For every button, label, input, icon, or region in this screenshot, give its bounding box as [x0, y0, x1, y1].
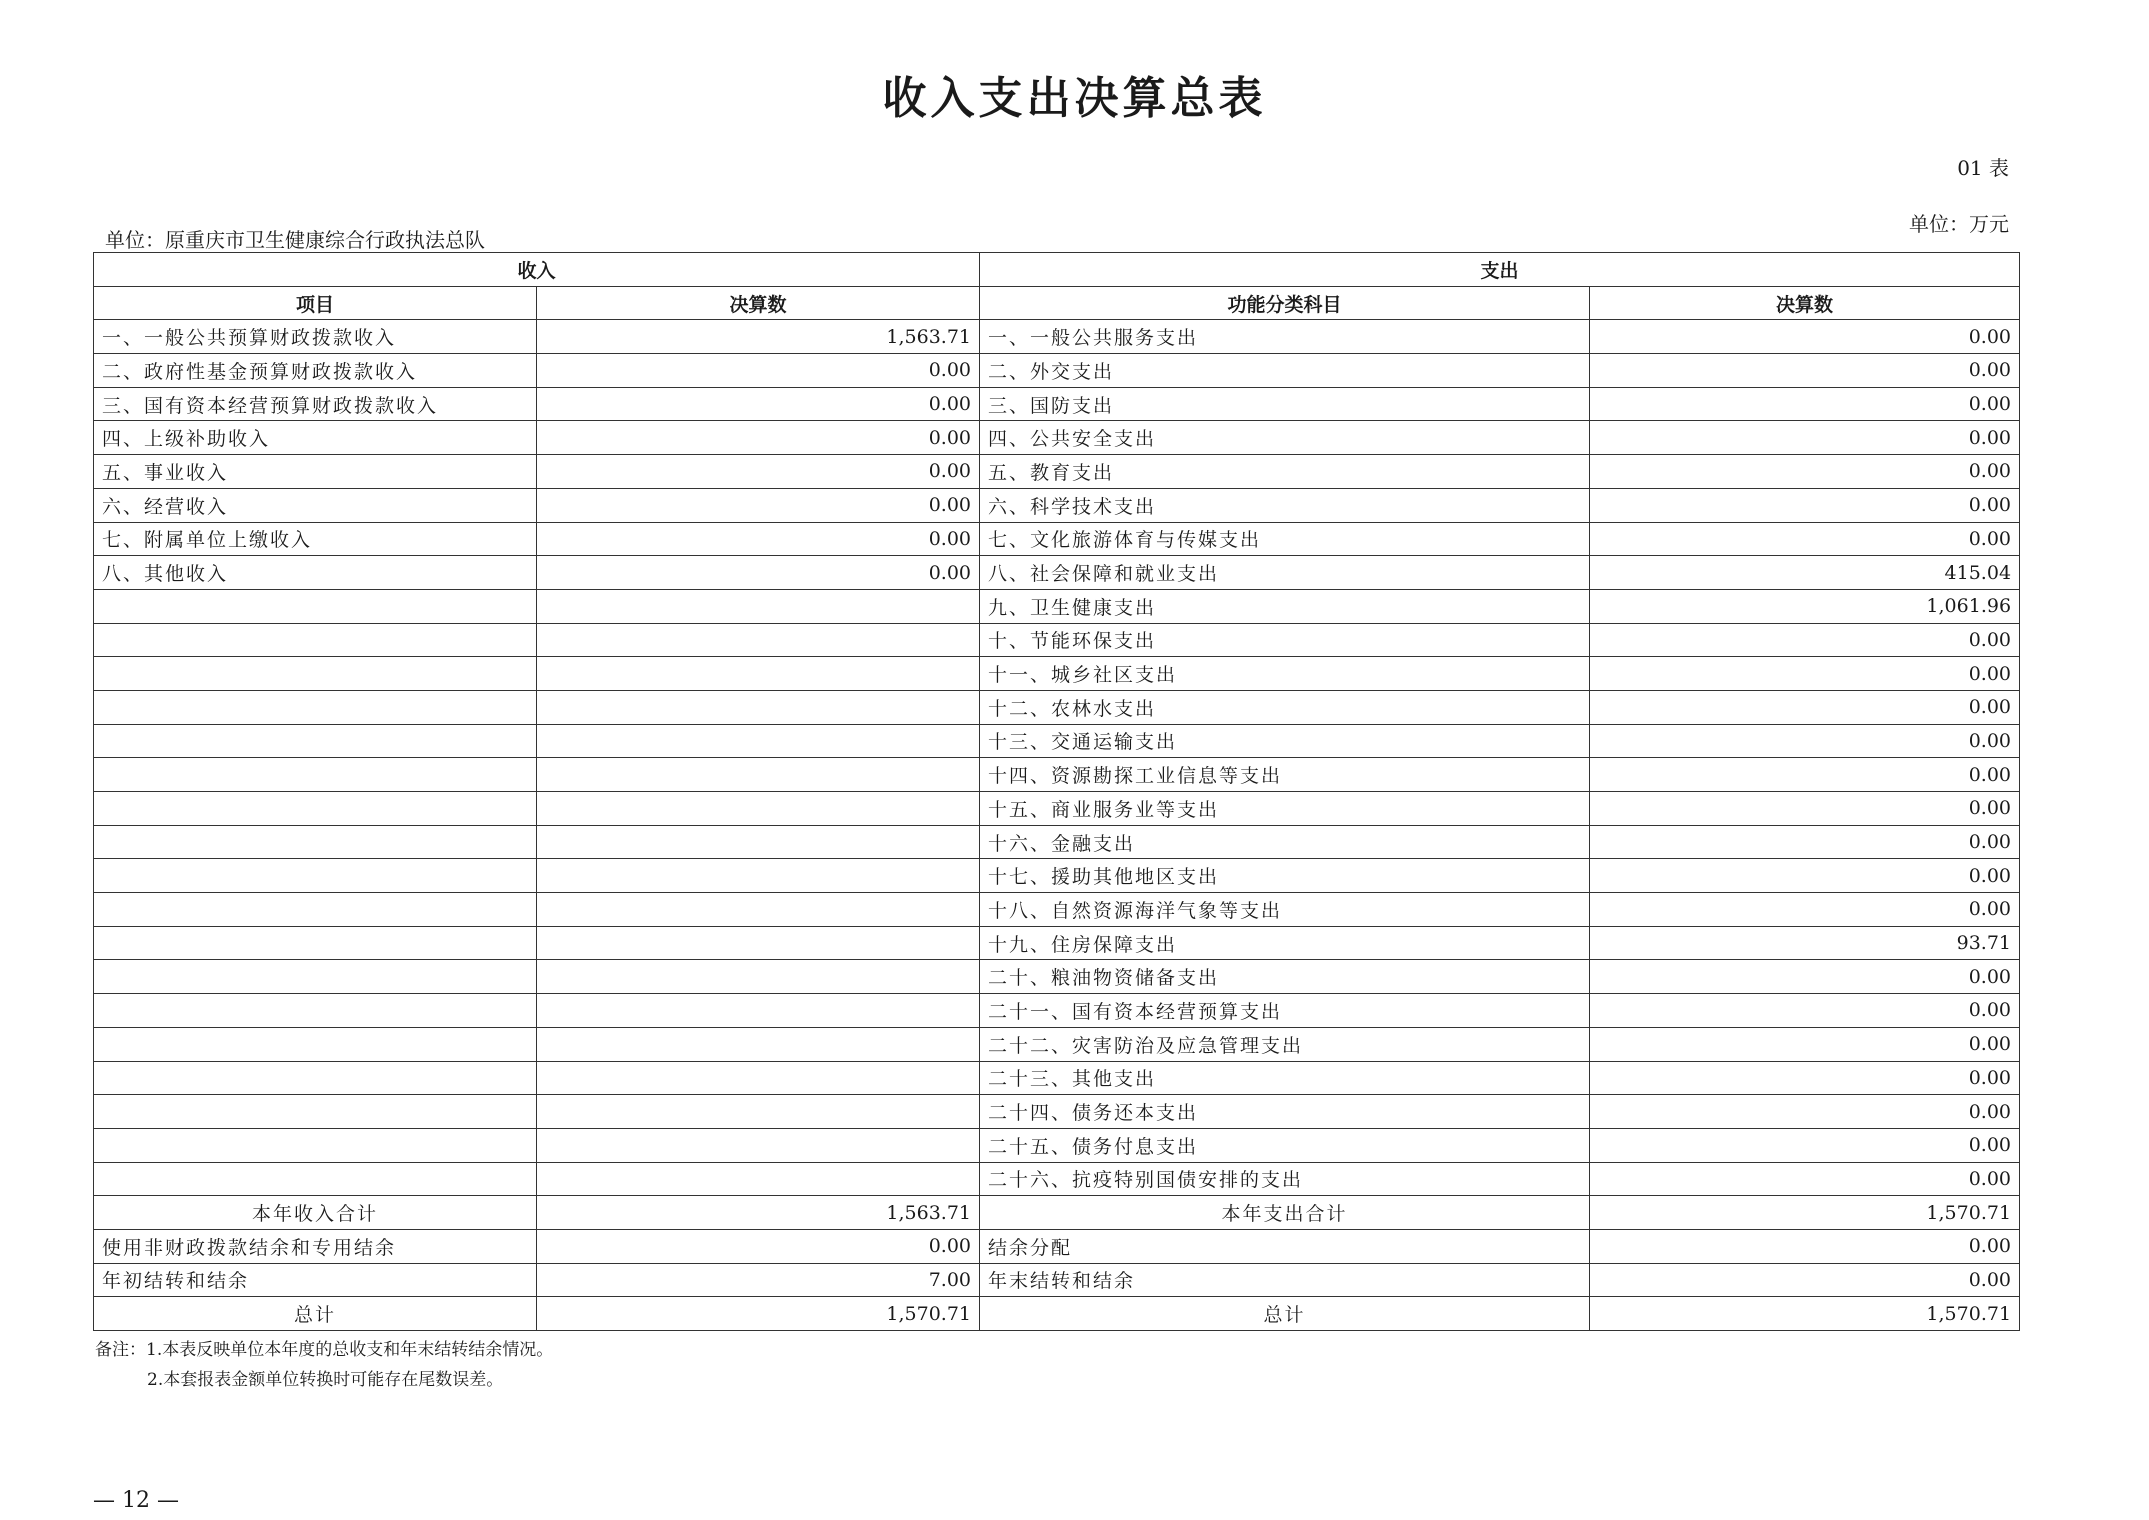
income-amount	[537, 994, 980, 1028]
expense-amount: 0.00	[1590, 1095, 2020, 1129]
income-item-label	[94, 758, 537, 792]
table-column-header	[94, 286, 2020, 320]
expense-amount: 0.00	[1590, 320, 2020, 354]
expense-item-label: 十五、商业服务业等支出	[980, 792, 1590, 826]
expense-item-label: 二十、粮油物资储备支出	[980, 960, 1590, 994]
table-row	[94, 1229, 2020, 1263]
income-item-label	[94, 1027, 537, 1061]
income-amount	[537, 893, 980, 927]
table-row	[94, 589, 2020, 623]
income-item-label	[94, 859, 537, 893]
expense-amount: 0.00	[1590, 522, 2020, 556]
expense-item-label: 结余分配	[980, 1229, 1590, 1263]
income-amount	[537, 1095, 980, 1129]
table-row	[94, 960, 2020, 994]
expense-amount: 0.00	[1590, 960, 2020, 994]
table-row	[94, 1162, 2020, 1196]
expense-item-label: 十六、金融支出	[980, 825, 1590, 859]
expense-item-label: 本年支出合计	[980, 1196, 1590, 1230]
income-item-label	[94, 690, 537, 724]
expense-amount: 0.00	[1590, 455, 2020, 489]
income-item-label	[94, 792, 537, 826]
income-amount: 1,563.71	[537, 1196, 980, 1230]
expense-item-label: 三、国防支出	[980, 387, 1590, 421]
table-row	[94, 690, 2020, 724]
expense-item-label: 十一、城乡社区支出	[980, 657, 1590, 691]
income-amount: 0.00	[537, 387, 980, 421]
expense-item-label: 十三、交通运输支出	[980, 724, 1590, 758]
income-item-label: 本年收入合计	[94, 1196, 537, 1230]
income-item-label	[94, 724, 537, 758]
expense-item-label: 一、一般公共服务支出	[980, 320, 1590, 354]
expense-item-label: 二十四、债务还本支出	[980, 1095, 1590, 1129]
expense-item-label: 六、科学技术支出	[980, 488, 1590, 522]
expense-amount-column-header: 决算数	[1590, 286, 2020, 320]
table-row	[94, 387, 2020, 421]
income-amount	[537, 859, 980, 893]
income-amount	[537, 960, 980, 994]
income-item-label: 七、附属单位上缴收入	[94, 522, 537, 556]
expense-amount: 0.00	[1590, 724, 2020, 758]
expense-amount: 0.00	[1590, 825, 2020, 859]
income-amount	[537, 926, 980, 960]
expense-amount: 0.00	[1590, 354, 2020, 388]
expense-amount: 0.00	[1590, 893, 2020, 927]
category-column-header: 功能分类科目	[980, 286, 1590, 320]
expense-amount: 0.00	[1590, 1162, 2020, 1196]
expense-item-label: 二十三、其他支出	[980, 1061, 1590, 1095]
income-item-label	[94, 589, 537, 623]
income-item-label	[94, 960, 537, 994]
expense-amount: 0.00	[1590, 792, 2020, 826]
table-body	[94, 320, 2020, 1331]
page-title: 收入支出决算总表	[882, 73, 1267, 124]
expense-amount: 0.00	[1590, 1061, 2020, 1095]
table-row	[94, 994, 2020, 1028]
table-row	[94, 825, 2020, 859]
income-amount	[537, 724, 980, 758]
income-amount-column-header: 决算数	[537, 286, 980, 320]
expense-amount: 1,061.96	[1590, 589, 2020, 623]
expense-item-label: 二十一、国有资本经营预算支出	[980, 994, 1590, 1028]
expense-item-label: 二十二、灾害防治及应急管理支出	[980, 1027, 1590, 1061]
income-amount: 0.00	[537, 488, 980, 522]
income-item-label	[94, 926, 537, 960]
table-row	[94, 893, 2020, 927]
income-amount	[537, 690, 980, 724]
table-row	[94, 421, 2020, 455]
income-item-label: 五、事业收入	[94, 455, 537, 489]
income-item-label	[94, 623, 537, 657]
table-row	[94, 1128, 2020, 1162]
item-column-header: 项目	[94, 286, 537, 320]
income-amount: 1,563.71	[537, 320, 980, 354]
expense-item-label: 八、社会保障和就业支出	[980, 556, 1590, 590]
income-amount: 0.00	[537, 522, 980, 556]
income-item-label: 一、一般公共预算财政拨款收入	[94, 320, 537, 354]
income-item-label: 二、政府性基金预算财政拨款收入	[94, 354, 537, 388]
expense-item-label: 九、卫生健康支出	[980, 589, 1590, 623]
table-row	[94, 320, 2020, 354]
expense-amount: 0.00	[1590, 859, 2020, 893]
expense-amount: 0.00	[1590, 657, 2020, 691]
income-amount	[537, 825, 980, 859]
expense-amount: 0.00	[1590, 1027, 2020, 1061]
expense-amount: 415.04	[1590, 556, 2020, 590]
income-item-label: 年初结转和结余	[94, 1263, 537, 1297]
income-amount	[537, 1027, 980, 1061]
table-row	[94, 455, 2020, 489]
income-item-label: 使用非财政拨款结余和专用结余	[94, 1229, 537, 1263]
expense-amount: 0.00	[1590, 758, 2020, 792]
footnotes	[95, 1335, 553, 1395]
table-row	[94, 1263, 2020, 1297]
expense-item-label: 十、节能环保支出	[980, 623, 1590, 657]
table-row	[94, 1095, 2020, 1129]
income-amount	[537, 1128, 980, 1162]
subtotal-row	[94, 1196, 2020, 1230]
form-number: 01 表	[1957, 156, 2009, 180]
income-amount	[537, 1162, 980, 1196]
expense-amount: 0.00	[1590, 387, 2020, 421]
expense-item-label: 五、教育支出	[980, 455, 1590, 489]
expense-amount: 0.00	[1590, 1128, 2020, 1162]
income-amount	[537, 792, 980, 826]
table-row	[94, 792, 2020, 826]
income-amount	[537, 758, 980, 792]
expense-amount: 93.71	[1590, 926, 2020, 960]
income-item-label: 六、经营收入	[94, 488, 537, 522]
income-item-label: 总计	[94, 1297, 537, 1331]
expense-amount: 0.00	[1590, 1229, 2020, 1263]
expense-item-label: 十八、自然资源海洋气象等支出	[980, 893, 1590, 927]
expense-amount: 1,570.71	[1590, 1196, 2020, 1230]
expense-item-label: 十七、援助其他地区支出	[980, 859, 1590, 893]
expense-amount: 0.00	[1590, 690, 2020, 724]
expense-amount: 0.00	[1590, 994, 2020, 1028]
table-row	[94, 859, 2020, 893]
income-item-label	[94, 825, 537, 859]
table-row	[94, 522, 2020, 556]
income-item-label: 三、国有资本经营预算财政拨款收入	[94, 387, 537, 421]
income-amount: 1,570.71	[537, 1297, 980, 1331]
footnote-1: 备注：1.本表反映单位本年度的总收支和年末结转结余情况。	[95, 1340, 554, 1360]
income-item-label	[94, 657, 537, 691]
expense-item-label: 二、外交支出	[980, 354, 1590, 388]
income-amount: 0.00	[537, 354, 980, 388]
table-row	[94, 724, 2020, 758]
income-item-label	[94, 1095, 537, 1129]
expense-item-label: 总计	[980, 1297, 1590, 1331]
expense-amount: 0.00	[1590, 623, 2020, 657]
table-row	[94, 354, 2020, 388]
income-amount: 7.00	[537, 1263, 980, 1297]
income-amount: 0.00	[537, 556, 980, 590]
expense-amount: 1,570.71	[1590, 1297, 2020, 1331]
income-item-label: 八、其他收入	[94, 556, 537, 590]
income-item-label	[94, 1162, 537, 1196]
budget-table	[93, 252, 2020, 1331]
income-amount: 0.00	[537, 1229, 980, 1263]
income-item-label: 四、上级补助收入	[94, 421, 537, 455]
income-amount	[537, 657, 980, 691]
page-number: — 12 —	[93, 1488, 179, 1513]
expense-item-label: 二十五、债务付息支出	[980, 1128, 1590, 1162]
expense-item-label: 十九、住房保障支出	[980, 926, 1590, 960]
expense-item-label: 四、公共安全支出	[980, 421, 1590, 455]
income-amount: 0.00	[537, 421, 980, 455]
table-row	[94, 1061, 2020, 1095]
table-row	[94, 1027, 2020, 1061]
expense-item-label: 年末结转和结余	[980, 1263, 1590, 1297]
expense-item-label: 七、文化旅游体育与传媒支出	[980, 522, 1590, 556]
income-item-label	[94, 893, 537, 927]
table-row	[94, 488, 2020, 522]
income-item-label	[94, 1128, 537, 1162]
income-item-label	[94, 1061, 537, 1095]
income-amount: 0.00	[537, 455, 980, 489]
expense-amount: 0.00	[1590, 421, 2020, 455]
expense-item-label: 二十六、抗疫特别国债安排的支出	[980, 1162, 1590, 1196]
income-amount	[537, 1061, 980, 1095]
expense-amount: 0.00	[1590, 1263, 2020, 1297]
table-group-header	[94, 253, 2020, 287]
expense-item-label: 十四、资源勘探工业信息等支出	[980, 758, 1590, 792]
income-header: 收入	[94, 253, 980, 287]
reporting-unit: 单位：原重庆市卫生健康综合行政执法总队	[105, 228, 485, 252]
table-row	[94, 556, 2020, 590]
expense-item-label: 十二、农林水支出	[980, 690, 1590, 724]
currency-unit: 单位：万元	[1909, 212, 2009, 236]
table-row	[94, 657, 2020, 691]
table-row	[94, 623, 2020, 657]
expense-amount: 0.00	[1590, 488, 2020, 522]
income-amount	[537, 589, 980, 623]
table-row	[94, 926, 2020, 960]
expense-header: 支出	[980, 253, 2020, 287]
footnote-2: 2.本套报表金额单位转换时可能存在尾数误差。	[147, 1370, 504, 1390]
income-amount	[537, 623, 980, 657]
total-row	[94, 1297, 2020, 1331]
table-row	[94, 758, 2020, 792]
income-item-label	[94, 994, 537, 1028]
